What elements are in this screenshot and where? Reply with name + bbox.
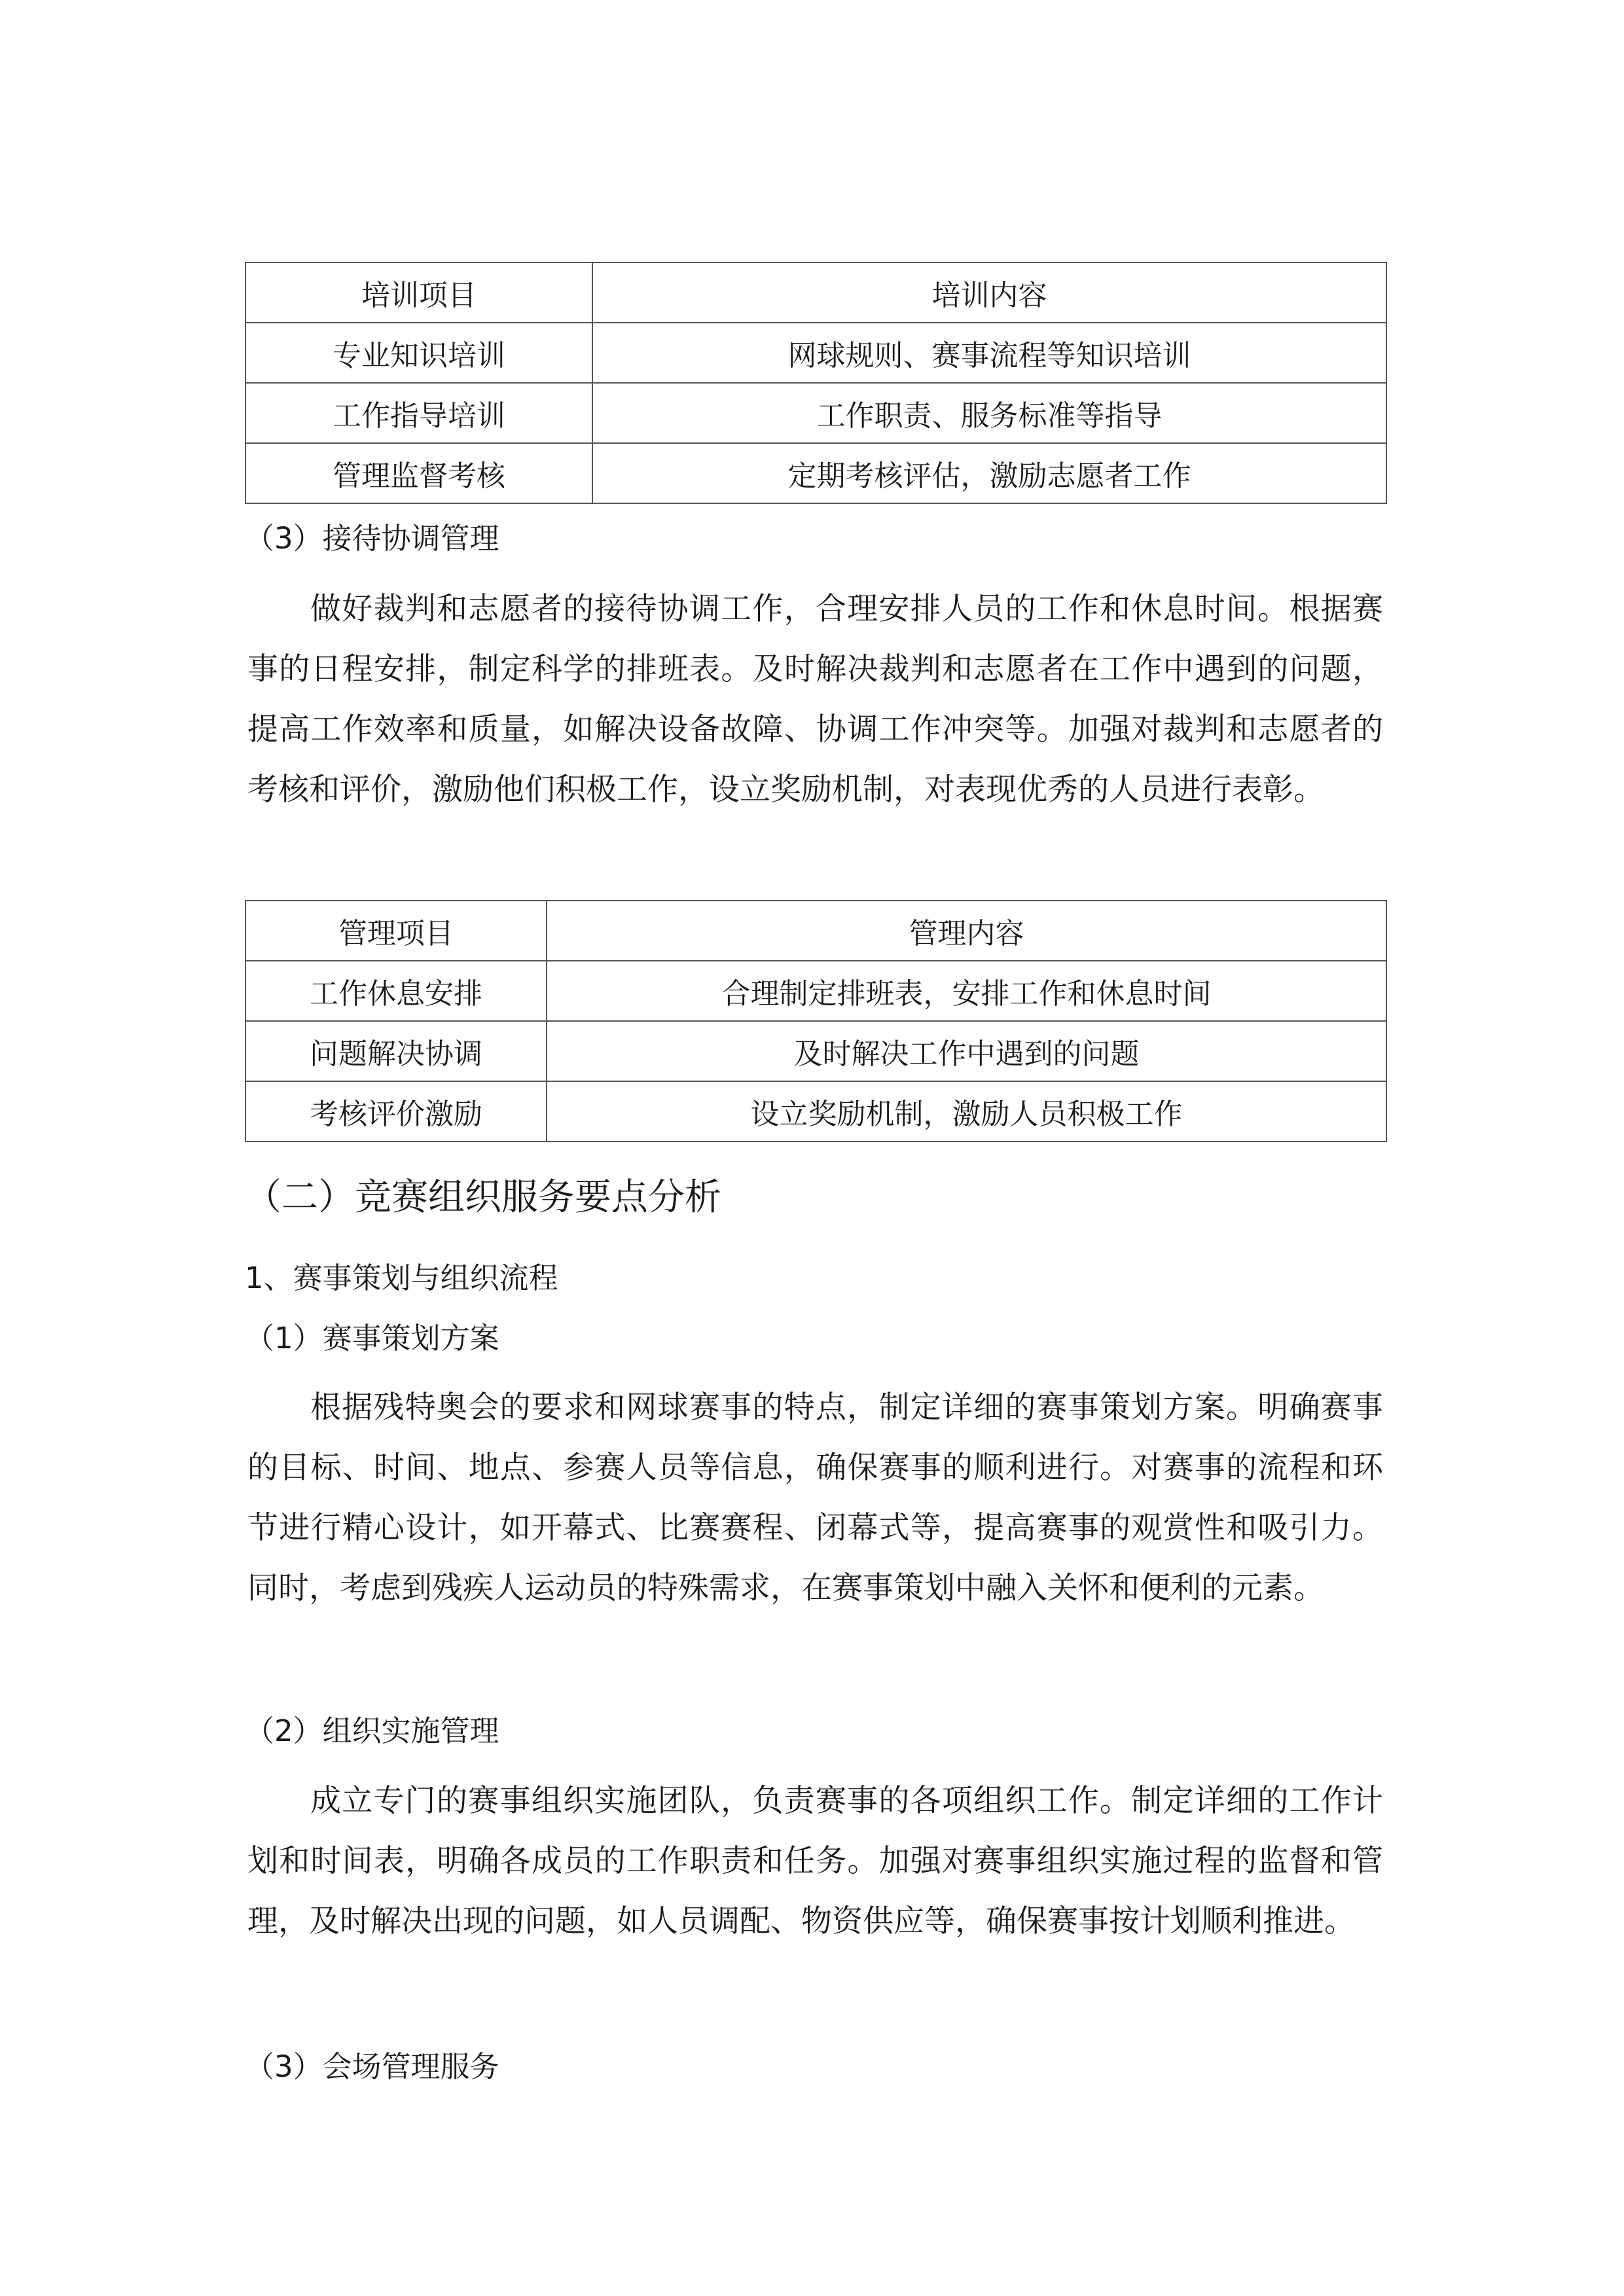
paragraph-reception	[247, 579, 1383, 820]
table-row	[245, 383, 1386, 443]
table-row	[245, 443, 1386, 503]
table-cell: 专业知识培训	[245, 323, 592, 383]
table-header-cell: 培训项目	[245, 262, 592, 323]
table-header-cell: 管理内容	[547, 901, 1386, 961]
paragraph-text: 做好裁判和志愿者的接待协调工作，合理安排人员的工作和休息时间。根据赛事的日程安排，制定科学的排班表。及时解决裁判和志愿者在工作中遇到的问题，提高工作效率和质量，如解决设备故障、协调工作冲突等。加强对裁判和志愿者的考核和评价，激励他们积极工作，设立奖励机制，对表现优秀的人员进行表彰。	[247, 591, 1383, 808]
table-cell: 管理监督考核	[245, 443, 592, 503]
item-heading: 1、赛事策划与组织流程	[245, 1261, 558, 1295]
subheading-venue: （3）会场管理服务	[245, 2049, 499, 2084]
table-cell: 考核评价激励	[245, 1081, 547, 1141]
paragraph-planning	[247, 1378, 1383, 1619]
table-cell: 工作休息安排	[245, 961, 547, 1021]
table-cell: 定期考核评估，激励志愿者工作	[592, 443, 1386, 503]
management-table	[245, 900, 1387, 1142]
paragraph-text: 成立专门的赛事组织实施团队，负责赛事的各项组织工作。制定详细的工作计划和时间表，明确各成员的工作职责和任务。加强对赛事组织实施过程的监督和管理，及时解决出现的问题，如人员调配、物资供应等，确保赛事按计划顺利推进。	[247, 1783, 1383, 1939]
table-header-cell: 培训内容	[592, 262, 1386, 323]
table-cell: 工作指导培训	[245, 383, 592, 443]
subheading-implementation: （2）组织实施管理	[245, 1713, 499, 1748]
table-cell: 合理制定排班表，安排工作和休息时间	[547, 961, 1386, 1021]
subheading-planning: （1）赛事策划方案	[245, 1321, 499, 1355]
table-cell: 工作职责、服务标准等指导	[592, 383, 1386, 443]
paragraph-implementation	[247, 1771, 1383, 1952]
table-cell: 设立奖励机制，激励人员积极工作	[547, 1081, 1386, 1141]
subheading-reception: （3）接待协调管理	[245, 521, 499, 556]
training-table	[245, 262, 1387, 504]
table-cell: 网球规则、赛事流程等知识培训	[592, 323, 1386, 383]
table-header-row	[245, 901, 1386, 961]
table-row	[245, 323, 1386, 383]
table-row	[245, 1081, 1386, 1141]
table-header-cell: 管理项目	[245, 901, 547, 961]
table-header-row	[245, 262, 1386, 323]
table-row	[245, 961, 1386, 1021]
table-cell: 及时解决工作中遇到的问题	[547, 1021, 1386, 1081]
paragraph-text: 根据残特奥会的要求和网球赛事的特点，制定详细的赛事策划方案。明确赛事的目标、时间、地点、参赛人员等信息，确保赛事的顺利进行。对赛事的流程和环节进行精心设计，如开幕式、比赛赛程、闭幕式等，提高赛事的观赏性和吸引力。同时，考虑到残疾人运动员的特殊需求，在赛事策划中融入关怀和便利的元素。	[247, 1390, 1383, 1606]
table-row	[245, 1021, 1386, 1081]
section-heading: （二）竞赛组织服务要点分析	[245, 1176, 721, 1219]
table-cell: 问题解决协调	[245, 1021, 547, 1081]
